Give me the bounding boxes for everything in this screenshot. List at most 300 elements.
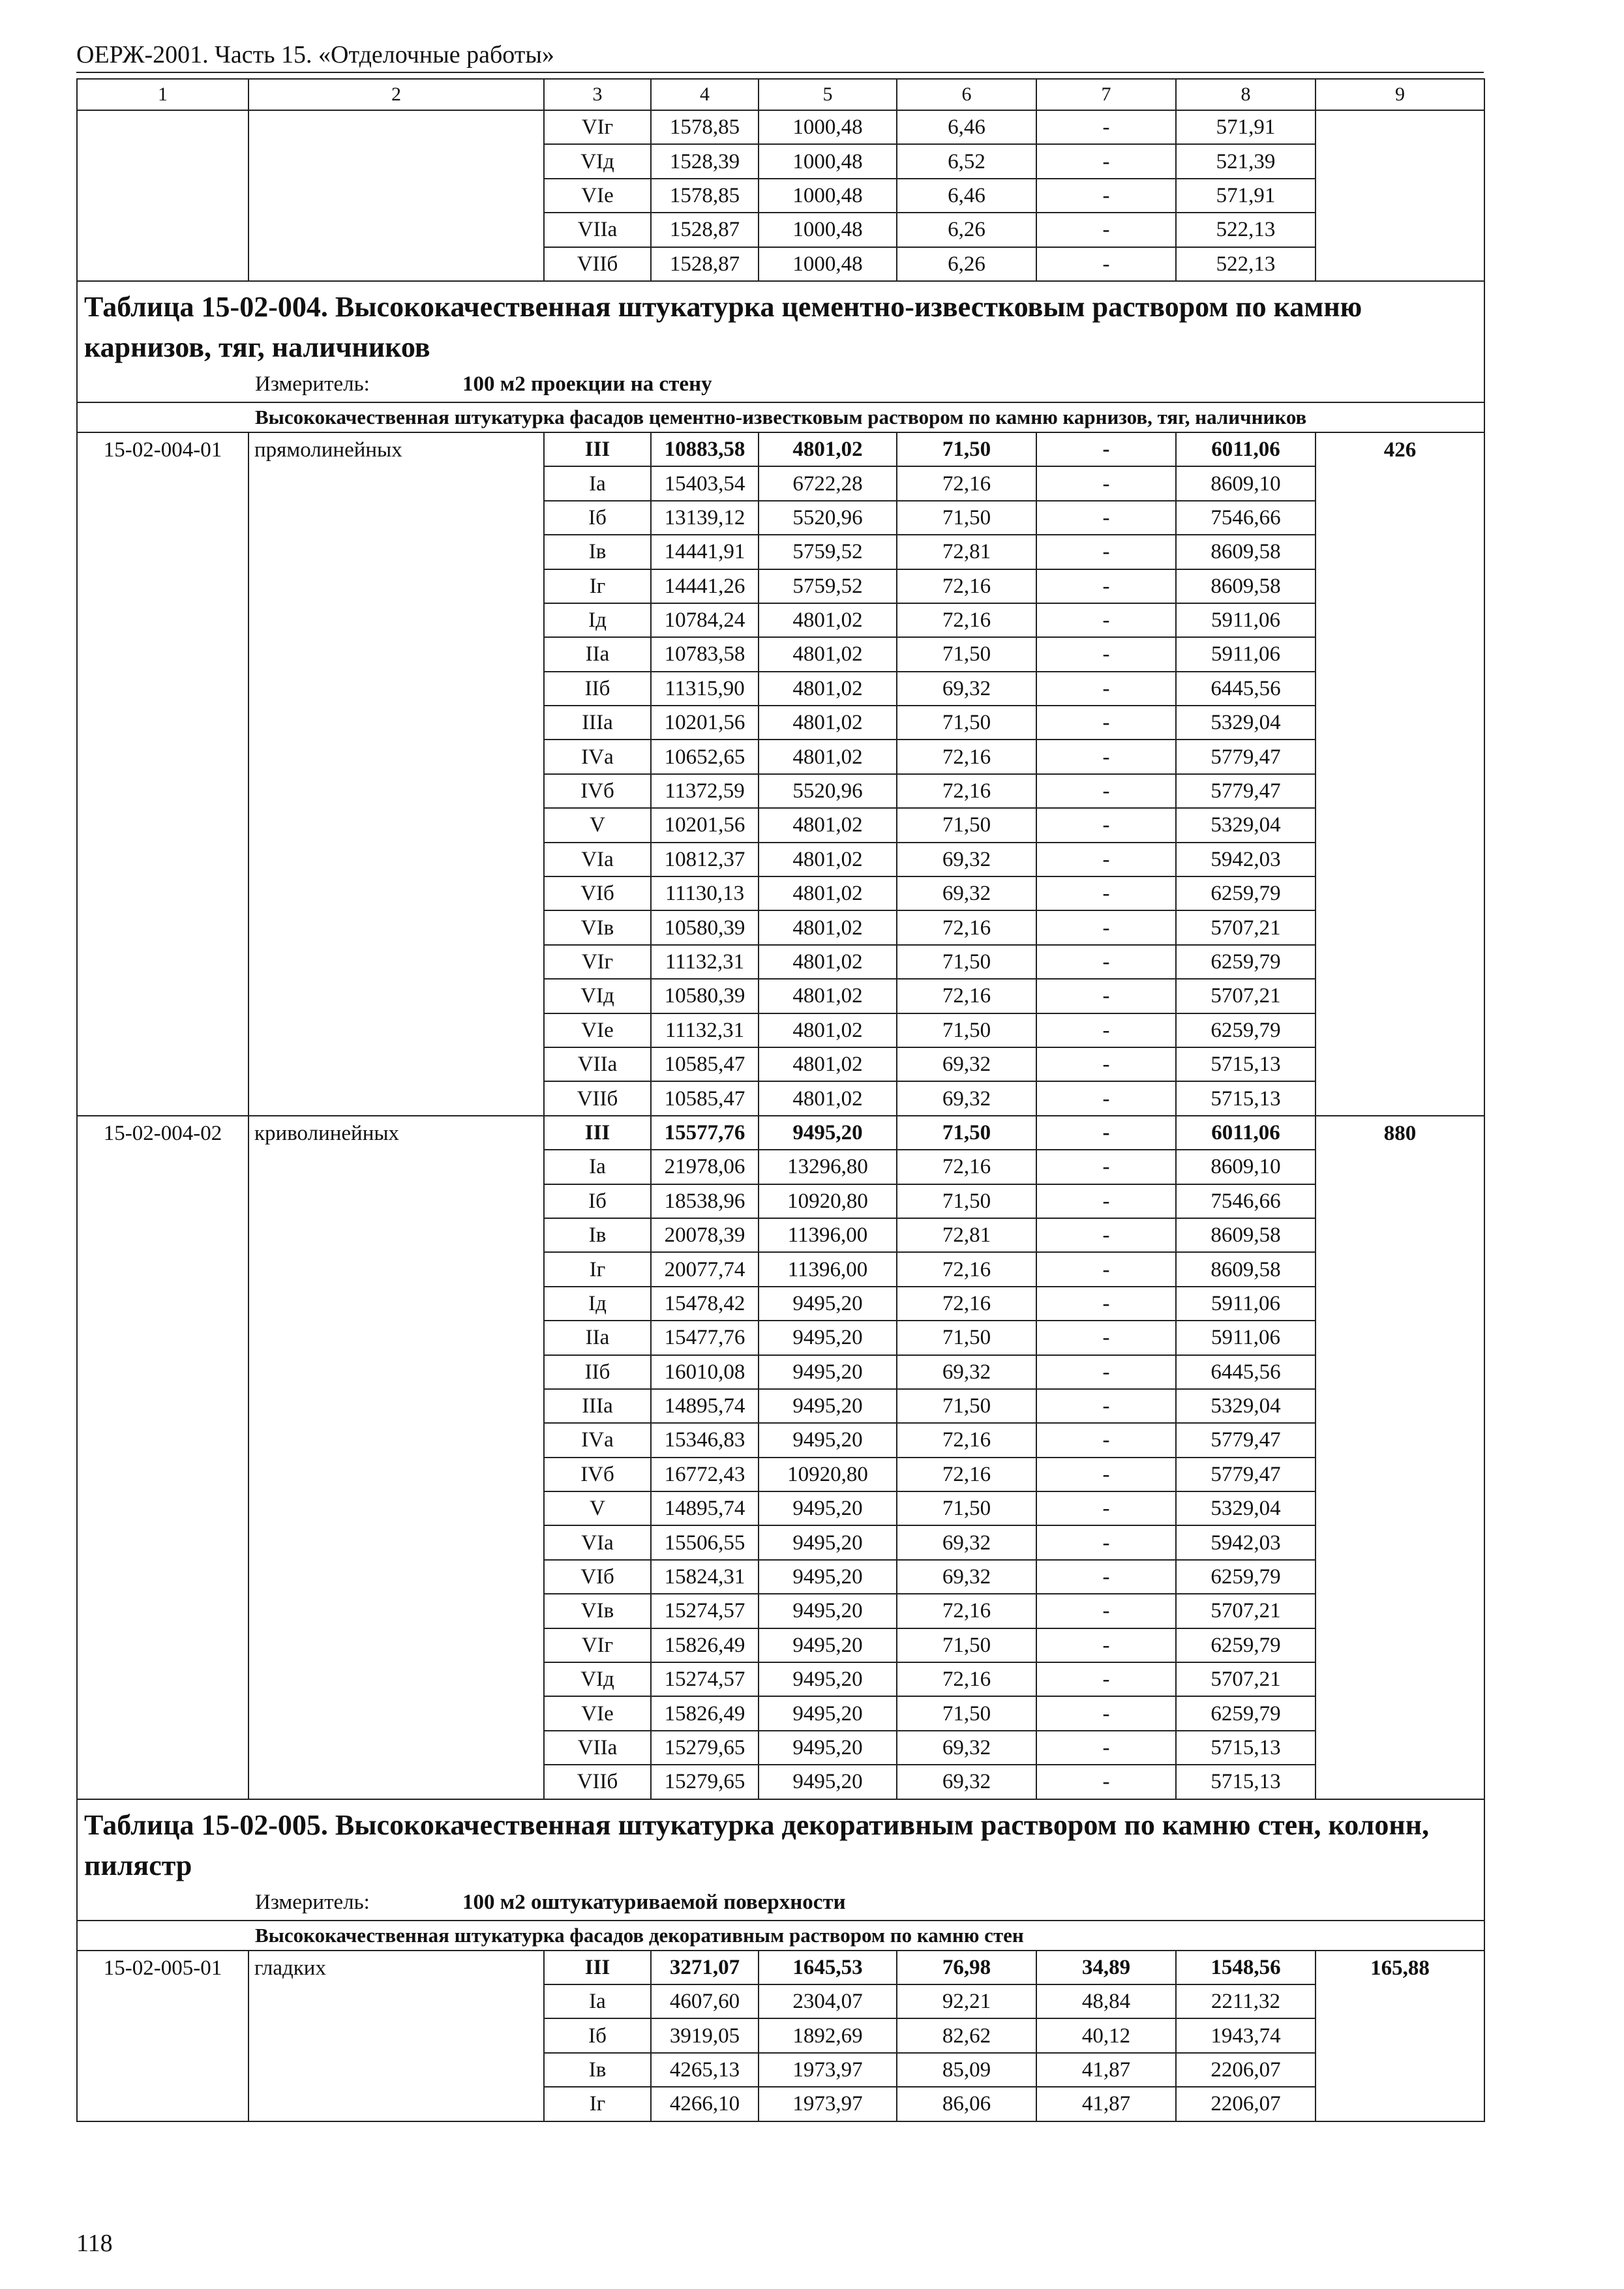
value-cell: 5911,06 xyxy=(1176,1287,1316,1321)
value-cell: 11130,13 xyxy=(651,876,759,910)
zone-cell: VIб xyxy=(544,876,651,910)
value-cell: 71,50 xyxy=(897,432,1036,466)
value-cell: 2206,07 xyxy=(1176,2053,1316,2087)
column-number: 7 xyxy=(1036,79,1176,110)
rate-code: 15-02-004-02 xyxy=(77,1116,248,1799)
value-cell: 15506,55 xyxy=(651,1525,759,1559)
value-cell: 76,98 xyxy=(897,1951,1036,1984)
zone-cell: IIIа xyxy=(544,1389,651,1423)
value-cell: 14441,91 xyxy=(651,535,759,569)
value-cell: 4801,02 xyxy=(759,808,897,842)
zone-cell: VIд xyxy=(544,144,651,178)
value-cell: 72,16 xyxy=(897,1252,1036,1286)
value-cell: - xyxy=(1036,1150,1176,1184)
value-cell: 48,84 xyxy=(1036,1984,1176,2018)
value-cell: 5707,21 xyxy=(1176,910,1316,944)
value-cell: 5329,04 xyxy=(1176,1389,1316,1423)
value-cell: 5911,06 xyxy=(1176,637,1316,671)
value-cell: - xyxy=(1036,876,1176,910)
value-cell: - xyxy=(1036,569,1176,603)
value-cell: - xyxy=(1036,110,1176,144)
value-cell: 4801,02 xyxy=(759,1081,897,1115)
zone-cell: Iг xyxy=(544,2087,651,2121)
value-cell: - xyxy=(1036,1081,1176,1115)
value-cell: - xyxy=(1036,1047,1176,1081)
value-cell: - xyxy=(1036,1116,1176,1150)
zone-cell: IIIа xyxy=(544,706,651,740)
section-title: Высококачественная штукатурка фасадов декоративным раствором по камню стен xyxy=(77,1921,1484,1951)
value-cell: 4801,02 xyxy=(759,637,897,671)
zone-cell: Iв xyxy=(544,535,651,569)
rate-code: 15-02-004-01 xyxy=(77,432,248,1116)
value-cell: 8609,58 xyxy=(1176,1252,1316,1286)
value-cell: 14895,74 xyxy=(651,1491,759,1525)
value-cell: 8609,58 xyxy=(1176,1218,1316,1252)
value-cell: 4607,60 xyxy=(651,1984,759,2018)
table-row xyxy=(77,432,1484,466)
section-row xyxy=(77,1921,1484,1951)
value-cell: 21978,06 xyxy=(651,1150,759,1184)
value-cell: 2211,32 xyxy=(1176,1984,1316,2018)
value-cell: 4801,02 xyxy=(759,979,897,1013)
value-cell: 71,50 xyxy=(897,501,1036,535)
zone-cell: V xyxy=(544,808,651,842)
value-cell: 15824,31 xyxy=(651,1560,759,1594)
value-cell: 3919,05 xyxy=(651,2018,759,2052)
value-cell: - xyxy=(1036,432,1176,466)
zone-cell: Iд xyxy=(544,603,651,637)
value-cell: 71,50 xyxy=(897,1013,1036,1047)
value-cell: 4801,02 xyxy=(759,432,897,466)
name-cell xyxy=(248,110,544,281)
value-cell: 15826,49 xyxy=(651,1696,759,1730)
zone-cell: VIд xyxy=(544,1662,651,1696)
value-cell: 4265,13 xyxy=(651,2053,759,2087)
unit-line xyxy=(84,1889,1479,1916)
value-cell: 5759,52 xyxy=(759,535,897,569)
zone-cell: VIIб xyxy=(544,1765,651,1799)
value-cell: 20077,74 xyxy=(651,1252,759,1286)
value-cell: 11132,31 xyxy=(651,945,759,979)
value-cell: 4801,02 xyxy=(759,843,897,876)
zone-cell: IVб xyxy=(544,774,651,808)
zone-cell: VIIб xyxy=(544,247,651,281)
value-cell: 4266,10 xyxy=(651,2087,759,2121)
value-cell: 72,16 xyxy=(897,774,1036,808)
value-cell: 1578,85 xyxy=(651,179,759,213)
column-number: 3 xyxy=(544,79,651,110)
value-cell: 69,32 xyxy=(897,1731,1036,1765)
value-cell: - xyxy=(1036,1389,1176,1423)
value-cell: 9495,20 xyxy=(759,1560,897,1594)
value-cell: 11396,00 xyxy=(759,1218,897,1252)
value-cell: 6722,28 xyxy=(759,466,897,500)
value-cell: 571,91 xyxy=(1176,179,1316,213)
value-cell: 4801,02 xyxy=(759,945,897,979)
value-cell: 9495,20 xyxy=(759,1662,897,1696)
value-cell: 9495,20 xyxy=(759,1696,897,1730)
column-number: 2 xyxy=(248,79,544,110)
zone-cell: Iб xyxy=(544,2018,651,2052)
value-cell: 6,46 xyxy=(897,110,1036,144)
value-cell: - xyxy=(1036,1696,1176,1730)
zone-cell: VIа xyxy=(544,1525,651,1559)
table-title: Таблица 15-02-005. Высококачественная штукатурка декоративным раствором по камню стен, колонн, пилястр xyxy=(84,1808,1430,1881)
zone-cell: III xyxy=(544,1116,651,1150)
zone-cell: IIа xyxy=(544,1321,651,1354)
zone-cell: VIб xyxy=(544,1560,651,1594)
value-cell: 72,16 xyxy=(897,1458,1036,1491)
zone-cell: Iб xyxy=(544,1184,651,1218)
value-cell: 4801,02 xyxy=(759,706,897,740)
value-cell: 5779,47 xyxy=(1176,740,1316,773)
value-cell: 1000,48 xyxy=(759,144,897,178)
zone-cell: III xyxy=(544,1951,651,1984)
value-cell: 15826,49 xyxy=(651,1628,759,1662)
zone-cell: VIIа xyxy=(544,213,651,247)
zone-cell: VIIб xyxy=(544,1081,651,1115)
table-row xyxy=(77,110,1484,144)
zone-cell: VIд xyxy=(544,979,651,1013)
zone-cell: Iа xyxy=(544,466,651,500)
value-cell: 5779,47 xyxy=(1176,1423,1316,1457)
value-cell: 16772,43 xyxy=(651,1458,759,1491)
zone-cell: VIе xyxy=(544,179,651,213)
value-cell: 9495,20 xyxy=(759,1389,897,1423)
zone-cell: Iг xyxy=(544,569,651,603)
value-cell: 72,81 xyxy=(897,1218,1036,1252)
value-cell: 8609,10 xyxy=(1176,466,1316,500)
zone-cell: VIг xyxy=(544,1628,651,1662)
value-cell: 6011,06 xyxy=(1176,1116,1316,1150)
value-cell: - xyxy=(1036,910,1176,944)
value-cell: 72,16 xyxy=(897,1150,1036,1184)
value-cell: - xyxy=(1036,740,1176,773)
value-cell: 71,50 xyxy=(897,945,1036,979)
work-name: криволинейных xyxy=(248,1116,544,1799)
unit-value: 100 м2 оштукатуриваемой поверхности xyxy=(462,1890,846,1914)
column-number-row xyxy=(77,79,1484,110)
value-cell: 7546,66 xyxy=(1176,501,1316,535)
value-cell: - xyxy=(1036,1560,1176,1594)
value-cell: - xyxy=(1036,1731,1176,1765)
value-cell: - xyxy=(1036,1423,1176,1457)
value-cell: 15403,54 xyxy=(651,466,759,500)
value-cell: 1892,69 xyxy=(759,2018,897,2052)
value-cell: 71,50 xyxy=(897,1628,1036,1662)
value-cell: - xyxy=(1036,1765,1176,1799)
value-cell: 71,50 xyxy=(897,1491,1036,1525)
value-cell: 85,09 xyxy=(897,2053,1036,2087)
unit-value: 100 м2 проекции на стену xyxy=(462,372,712,396)
last-column-value: 426 xyxy=(1316,432,1484,1116)
table-title-row xyxy=(77,1799,1484,1921)
value-cell: 5707,21 xyxy=(1176,979,1316,1013)
value-cell: 5911,06 xyxy=(1176,603,1316,637)
zone-cell: III xyxy=(544,432,651,466)
value-cell: - xyxy=(1036,466,1176,500)
value-cell: 1943,74 xyxy=(1176,2018,1316,2052)
value-cell: 15577,76 xyxy=(651,1116,759,1150)
value-cell: 4801,02 xyxy=(759,603,897,637)
value-cell: - xyxy=(1036,535,1176,569)
value-cell: 1973,97 xyxy=(759,2087,897,2121)
table-title-row xyxy=(77,281,1484,402)
value-cell: 2304,07 xyxy=(759,1984,897,2018)
column-number: 1 xyxy=(77,79,248,110)
unit-label: Измеритель: xyxy=(255,372,370,396)
value-cell: 5715,13 xyxy=(1176,1047,1316,1081)
work-name: гладких xyxy=(248,1951,544,2121)
table-row xyxy=(77,1116,1484,1150)
value-cell: 6259,79 xyxy=(1176,1560,1316,1594)
value-cell: 72,16 xyxy=(897,1594,1036,1628)
value-cell: 522,13 xyxy=(1176,213,1316,247)
value-cell: 4801,02 xyxy=(759,1013,897,1047)
value-cell: - xyxy=(1036,1628,1176,1662)
code-cell xyxy=(77,110,248,281)
value-cell: 1578,85 xyxy=(651,110,759,144)
table-row xyxy=(77,1951,1484,1984)
value-cell: - xyxy=(1036,144,1176,178)
value-cell: 6011,06 xyxy=(1176,432,1316,466)
zone-cell: IVб xyxy=(544,1458,651,1491)
value-cell: 6259,79 xyxy=(1176,1628,1316,1662)
value-cell: 1000,48 xyxy=(759,110,897,144)
value-cell: 10652,65 xyxy=(651,740,759,773)
value-cell: 5779,47 xyxy=(1176,1458,1316,1491)
value-cell: 34,89 xyxy=(1036,1951,1176,1984)
value-cell: 6,26 xyxy=(897,213,1036,247)
zone-cell: Iд xyxy=(544,1287,651,1321)
value-cell: 10920,80 xyxy=(759,1458,897,1491)
value-cell: 72,16 xyxy=(897,1423,1036,1457)
value-cell: 8609,58 xyxy=(1176,535,1316,569)
column-number: 5 xyxy=(759,79,897,110)
value-cell: 1973,97 xyxy=(759,2053,897,2087)
value-cell: 6,46 xyxy=(897,179,1036,213)
value-cell: 1000,48 xyxy=(759,247,897,281)
value-cell: 16010,08 xyxy=(651,1355,759,1389)
value-cell: 72,16 xyxy=(897,910,1036,944)
value-cell: 10585,47 xyxy=(651,1047,759,1081)
value-cell: 15346,83 xyxy=(651,1423,759,1457)
value-cell: 72,16 xyxy=(897,466,1036,500)
value-cell: - xyxy=(1036,945,1176,979)
header-rule xyxy=(76,72,1484,73)
zone-cell: VIв xyxy=(544,1594,651,1628)
column-number: 4 xyxy=(651,79,759,110)
table-title-cell xyxy=(77,1799,1484,1921)
value-cell: 71,50 xyxy=(897,1696,1036,1730)
value-cell: 40,12 xyxy=(1036,2018,1176,2052)
value-cell: 1528,39 xyxy=(651,144,759,178)
value-cell: 522,13 xyxy=(1176,247,1316,281)
work-name: прямолинейных xyxy=(248,432,544,1116)
value-cell: 86,06 xyxy=(897,2087,1036,2121)
zone-cell: Iа xyxy=(544,1984,651,2018)
value-cell: 41,87 xyxy=(1036,2053,1176,2087)
value-cell: 5715,13 xyxy=(1176,1081,1316,1115)
value-cell: 72,16 xyxy=(897,569,1036,603)
value-cell: 1528,87 xyxy=(651,247,759,281)
value-cell: 71,50 xyxy=(897,1321,1036,1354)
value-cell: 10920,80 xyxy=(759,1184,897,1218)
value-cell: 15477,76 xyxy=(651,1321,759,1354)
value-cell: - xyxy=(1036,179,1176,213)
zone-cell: Iб xyxy=(544,501,651,535)
column-number: 6 xyxy=(897,79,1036,110)
value-cell: 6,52 xyxy=(897,144,1036,178)
value-cell: 6259,79 xyxy=(1176,876,1316,910)
value-cell: 10585,47 xyxy=(651,1081,759,1115)
zone-cell: VIIа xyxy=(544,1047,651,1081)
value-cell: - xyxy=(1036,247,1176,281)
value-cell: 20078,39 xyxy=(651,1218,759,1252)
zone-cell: Iа xyxy=(544,1150,651,1184)
value-cell: 9495,20 xyxy=(759,1287,897,1321)
value-cell: 5779,47 xyxy=(1176,774,1316,808)
section-title: Высококачественная штукатурка фасадов цементно-известковым раствором по камню карнизов, тяг, наличников xyxy=(77,402,1484,432)
value-cell: 69,32 xyxy=(897,672,1036,706)
value-cell: - xyxy=(1036,979,1176,1013)
zone-cell: Iв xyxy=(544,1218,651,1252)
zone-cell: IIа xyxy=(544,637,651,671)
value-cell: 1645,53 xyxy=(759,1951,897,1984)
value-cell: - xyxy=(1036,637,1176,671)
value-cell: 10812,37 xyxy=(651,843,759,876)
value-cell: 15478,42 xyxy=(651,1287,759,1321)
value-cell: 571,91 xyxy=(1176,110,1316,144)
value-cell: 69,32 xyxy=(897,1560,1036,1594)
value-cell: 72,16 xyxy=(897,979,1036,1013)
value-cell: - xyxy=(1036,706,1176,740)
value-cell: 5715,13 xyxy=(1176,1731,1316,1765)
value-cell: 4801,02 xyxy=(759,740,897,773)
value-cell: 10580,39 xyxy=(651,910,759,944)
value-cell: 9495,20 xyxy=(759,1423,897,1457)
value-cell: 14895,74 xyxy=(651,1389,759,1423)
value-cell: 15274,57 xyxy=(651,1662,759,1696)
value-cell: 69,32 xyxy=(897,843,1036,876)
value-cell: - xyxy=(1036,1321,1176,1354)
value-cell: 9495,20 xyxy=(759,1491,897,1525)
value-cell: 2206,07 xyxy=(1176,2087,1316,2121)
value-cell: 71,50 xyxy=(897,808,1036,842)
value-cell: - xyxy=(1036,1458,1176,1491)
value-cell: - xyxy=(1036,1013,1176,1047)
last-column-value: 165,88 xyxy=(1316,1951,1484,2121)
zone-cell: V xyxy=(544,1491,651,1525)
value-cell: 6259,79 xyxy=(1176,1013,1316,1047)
value-cell: 10580,39 xyxy=(651,979,759,1013)
last-cell xyxy=(1316,110,1484,281)
value-cell: 8609,58 xyxy=(1176,569,1316,603)
value-cell: 10783,58 xyxy=(651,637,759,671)
value-cell: - xyxy=(1036,1184,1176,1218)
value-cell: - xyxy=(1036,1594,1176,1628)
value-cell: 15279,65 xyxy=(651,1765,759,1799)
column-number: 9 xyxy=(1316,79,1484,110)
value-cell: 6259,79 xyxy=(1176,1696,1316,1730)
value-cell: 5942,03 xyxy=(1176,1525,1316,1559)
zone-cell: IIб xyxy=(544,1355,651,1389)
value-cell: 69,32 xyxy=(897,1765,1036,1799)
page-number: 118 xyxy=(76,2230,113,2257)
value-cell: 5329,04 xyxy=(1176,1491,1316,1525)
value-cell: 72,81 xyxy=(897,535,1036,569)
value-cell: - xyxy=(1036,213,1176,247)
unit-line xyxy=(84,370,1479,398)
value-cell: 3271,07 xyxy=(651,1951,759,1984)
value-cell: 18538,96 xyxy=(651,1184,759,1218)
value-cell: 4801,02 xyxy=(759,876,897,910)
value-cell: 1528,87 xyxy=(651,213,759,247)
value-cell: 72,16 xyxy=(897,1287,1036,1321)
value-cell: 72,16 xyxy=(897,603,1036,637)
value-cell: 5520,96 xyxy=(759,774,897,808)
value-cell: 13296,80 xyxy=(759,1150,897,1184)
value-cell: 15279,65 xyxy=(651,1731,759,1765)
zone-cell: VIе xyxy=(544,1696,651,1730)
rates-table xyxy=(76,78,1485,2122)
value-cell: 9495,20 xyxy=(759,1731,897,1765)
value-cell: 71,50 xyxy=(897,637,1036,671)
value-cell: 10784,24 xyxy=(651,603,759,637)
zone-cell: VIа xyxy=(544,843,651,876)
value-cell: - xyxy=(1036,1491,1176,1525)
zone-cell: VIIа xyxy=(544,1731,651,1765)
value-cell: 4801,02 xyxy=(759,1047,897,1081)
page-header: ОЕРЖ-2001. Часть 15. «Отделочные работы» xyxy=(76,41,554,68)
value-cell: 10883,58 xyxy=(651,432,759,466)
value-cell: 5759,52 xyxy=(759,569,897,603)
value-cell: 11132,31 xyxy=(651,1013,759,1047)
value-cell: 69,32 xyxy=(897,1525,1036,1559)
value-cell: - xyxy=(1036,1252,1176,1286)
last-column-value: 880 xyxy=(1316,1116,1484,1799)
table-title: Таблица 15-02-004. Высококачественная штукатурка цементно-известковым раствором по камню карнизов, тяг, наличников xyxy=(84,290,1362,363)
value-cell: 521,39 xyxy=(1176,144,1316,178)
value-cell: 5707,21 xyxy=(1176,1594,1316,1628)
value-cell: - xyxy=(1036,1218,1176,1252)
value-cell: - xyxy=(1036,1525,1176,1559)
rate-code: 15-02-005-01 xyxy=(77,1951,248,2121)
value-cell: 5329,04 xyxy=(1176,808,1316,842)
value-cell: - xyxy=(1036,501,1176,535)
value-cell: 6,26 xyxy=(897,247,1036,281)
zone-cell: VIг xyxy=(544,110,651,144)
zone-cell: Iв xyxy=(544,2053,651,2087)
value-cell: 5942,03 xyxy=(1176,843,1316,876)
value-cell: 9495,20 xyxy=(759,1525,897,1559)
value-cell: 9495,20 xyxy=(759,1321,897,1354)
value-cell: 6259,79 xyxy=(1176,945,1316,979)
section-row xyxy=(77,402,1484,432)
value-cell: 4801,02 xyxy=(759,672,897,706)
value-cell: 71,50 xyxy=(897,1389,1036,1423)
value-cell: - xyxy=(1036,808,1176,842)
value-cell: 10201,56 xyxy=(651,706,759,740)
value-cell: - xyxy=(1036,843,1176,876)
value-cell: 9495,20 xyxy=(759,1116,897,1150)
value-cell: 11372,59 xyxy=(651,774,759,808)
value-cell: 9495,20 xyxy=(759,1765,897,1799)
value-cell: 5715,13 xyxy=(1176,1765,1316,1799)
value-cell: 92,21 xyxy=(897,1984,1036,2018)
value-cell: 1000,48 xyxy=(759,179,897,213)
table-title-cell xyxy=(77,281,1484,402)
